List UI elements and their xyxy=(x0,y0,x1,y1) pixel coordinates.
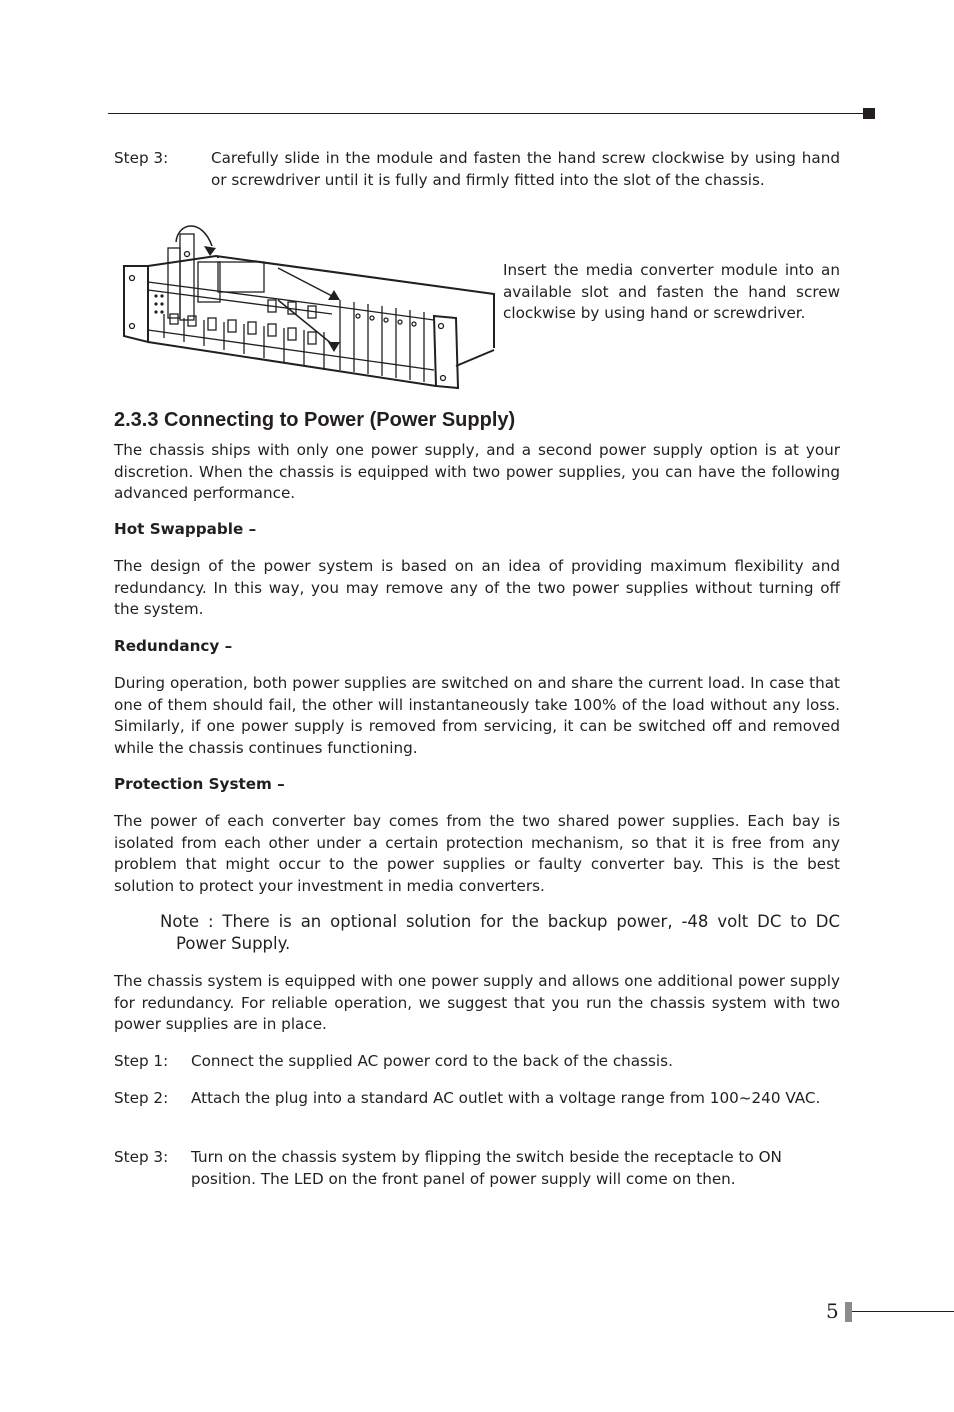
redundancy-heading: Redundancy – xyxy=(114,637,233,655)
top-step-label: Step 3: xyxy=(114,149,169,167)
top-step-text: Carefully slide in the module and fasten the hand screw clockwise by using hand or screwdriver until it is fully and firmly fitted into the slot of the chassis. xyxy=(211,149,840,189)
page-number: 5 xyxy=(826,1299,839,1323)
note-line-2: Power Supply. xyxy=(176,934,291,953)
power-step-2-label: Step 2: xyxy=(114,1089,169,1107)
redundancy-paragraph: During operation, both power supplies are switched on and share the current load. In case that one of them should fail, the other will instantaneously take 100% of the load without any loss. Similarly, if one power supply is removed from servicing, it can be switched off and removed while the chassis continues functioning. xyxy=(114,674,840,757)
protection-paragraph: The power of each converter bay comes from the two shared power supplies. Each bay is isolated from each other under a certain protection mechanism, so that it is free from any problem that might occur to the power supplies or faulty converter bay. This is the best solution to protect your investment in media converters. xyxy=(114,812,840,895)
footer-rule xyxy=(852,1311,954,1312)
power-step-1-text: Connect the supplied AC power cord to the back of the chassis. xyxy=(191,1052,673,1070)
protection-heading: Protection System – xyxy=(114,775,285,793)
hot-swap-heading: Hot Swappable – xyxy=(114,520,257,538)
power-step-2 xyxy=(114,1087,840,1109)
header-square-marker xyxy=(863,108,875,119)
power-step-3-label: Step 3: xyxy=(114,1148,169,1166)
hot-swap-paragraph: The design of the power system is based on an idea of providing maximum flexibility and redundancy. In this way, you may remove any of the two power supplies without turning off the system. xyxy=(114,557,840,618)
power-step-2-text: Attach the plug into a standard AC outlet with a voltage range from 100~240 VAC. xyxy=(191,1089,821,1107)
section-title: 2.3.3 Connecting to Power (Power Supply) xyxy=(114,409,516,431)
intro-paragraph: The chassis ships with only one power supply, and a second power supply option is at your discretion. When the chassis is equipped with two power supplies, you can have the following advanced performance. xyxy=(114,441,840,502)
power-step-3 xyxy=(114,1146,840,1190)
system-paragraph: The chassis system is equipped with one power supply and allows one additional power supply for redundancy. For reliable operation, we suggest that you run the chassis system with two power supplies are in place. xyxy=(114,972,840,1033)
figure-caption: Insert the media converter module into an available slot and fasten the hand screw clockwise by using hand or screwdriver. xyxy=(503,261,840,323)
power-step-3-text: Turn on the chassis system by flipping the switch beside the receptacle to ON position. The LED on the front panel of power supply will come on then. xyxy=(191,1148,782,1188)
note-line-1: Note : There is an optional solution for the backup power, -48 volt DC to DC xyxy=(160,912,840,931)
power-step-1-label: Step 1: xyxy=(114,1052,169,1070)
power-step-1 xyxy=(114,1050,840,1072)
chassis-illustration xyxy=(118,218,498,393)
page-number-bar xyxy=(845,1302,852,1322)
top-step-3 xyxy=(114,147,840,191)
header-rule xyxy=(108,113,863,114)
note-block xyxy=(160,911,840,955)
